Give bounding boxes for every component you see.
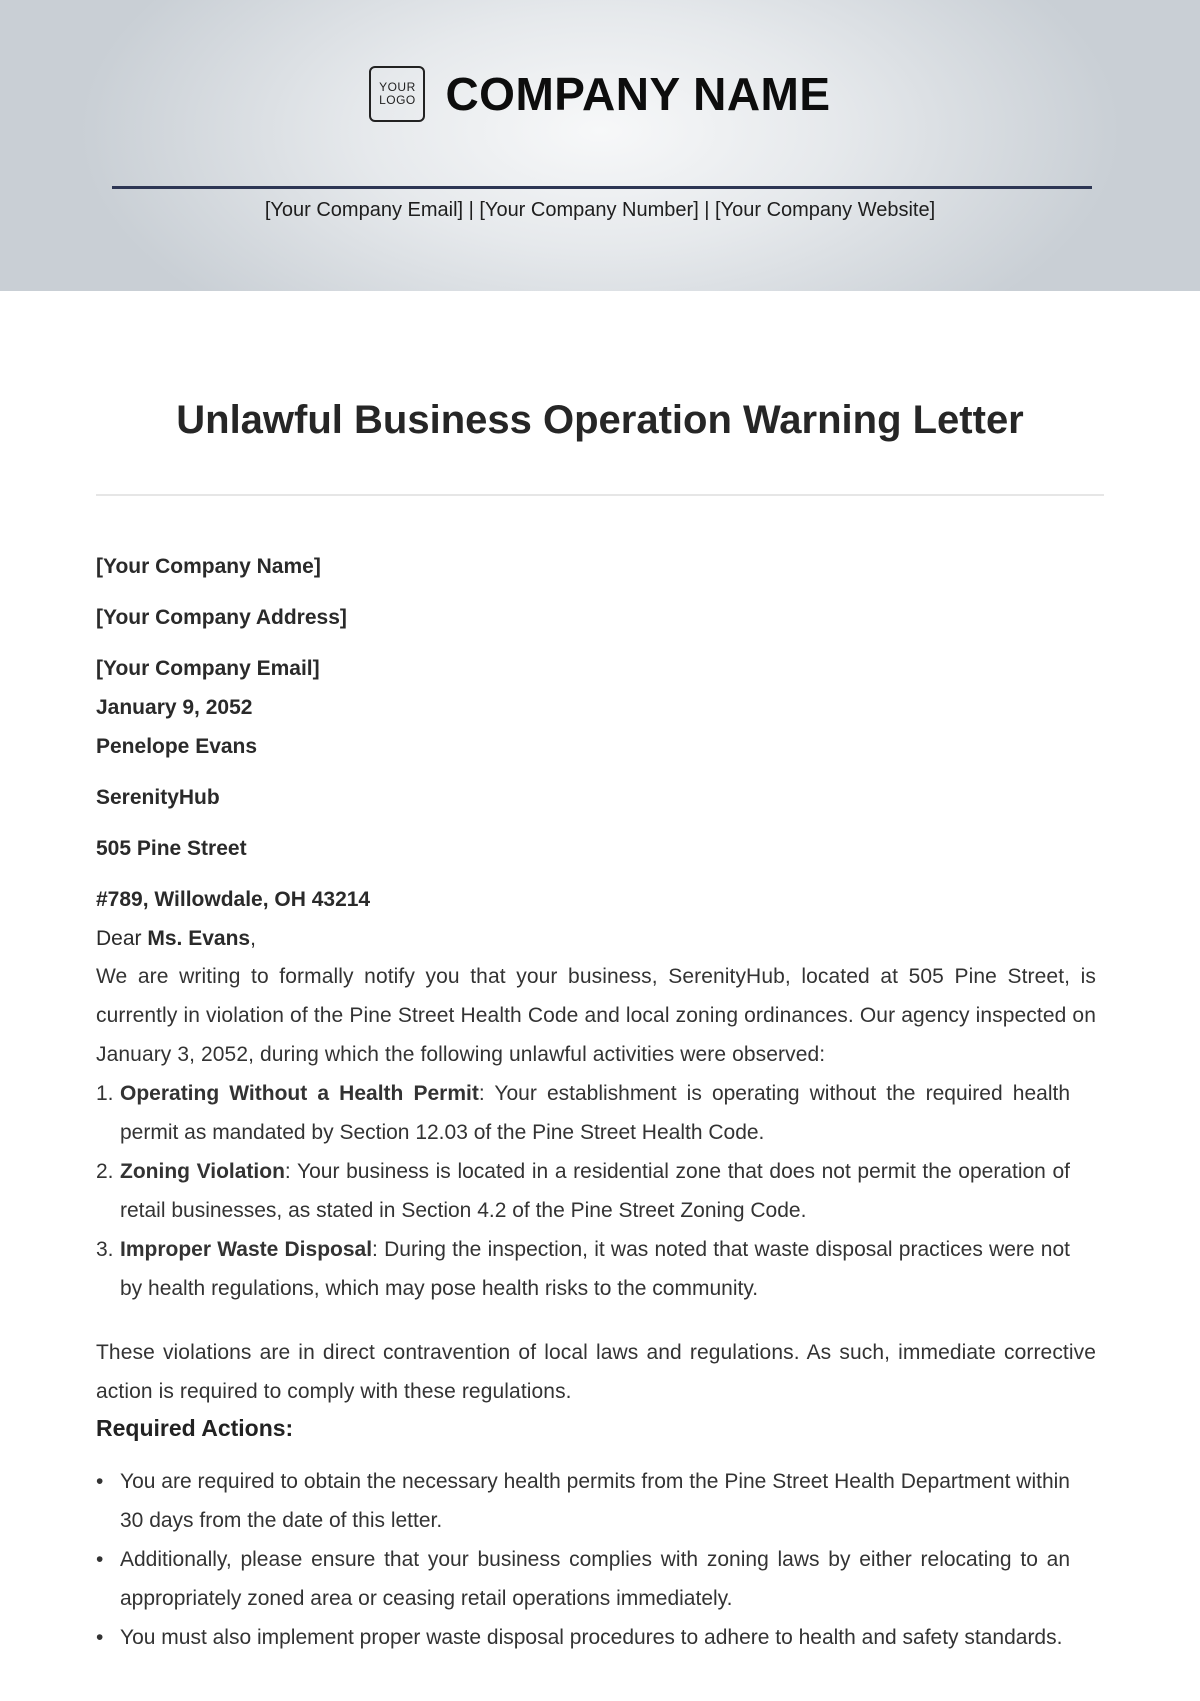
list-item — [96, 1462, 1070, 1540]
logo-placeholder — [369, 66, 425, 122]
company-name: COMPANY NAME — [445, 68, 831, 120]
violation-title: Improper Waste Disposal — [120, 1238, 373, 1261]
title-divider — [96, 494, 1104, 496]
action-text: Additionally, please ensure that your business complies with zoning laws by either relocating to an appropriately zoned area or ceasing retail operations immediately. — [120, 1548, 1070, 1610]
bullet-marker: • — [96, 1470, 104, 1493]
list-marker: 3. — [96, 1238, 114, 1261]
list-item — [96, 1230, 1070, 1308]
action-text: You must also implement proper waste disposal procedures to adhere to health and safety standards. — [120, 1626, 1063, 1649]
salutation-prefix: Dear — [96, 927, 148, 950]
violation-text: : During the inspection, it was noted that waste disposal practices were not by health regulations, which may pose health risks to the community. — [120, 1238, 1070, 1300]
required-actions-list — [96, 1462, 1096, 1657]
recipient-street: 505 Pine Street — [96, 837, 247, 860]
list-marker: 2. — [96, 1160, 114, 1183]
header-divider — [112, 186, 1092, 189]
recipient-name: Penelope Evans — [96, 735, 258, 758]
letterhead — [0, 0, 1200, 291]
sender-email: [Your Company Email] — [96, 657, 320, 680]
violation-text: : Your establishment is operating without the required health permit as mandated by Section 12.03 of the Pine Street Health Code. — [120, 1082, 1070, 1144]
salutation-suffix: , — [250, 927, 256, 950]
violations-summary: These violations are in direct contravention of local laws and regulations. As such, immediate corrective action is required to comply with these regulations. — [96, 1341, 1096, 1403]
list-item — [96, 1540, 1070, 1618]
violations-list — [96, 1074, 1096, 1308]
logo-text-line1: YOUR — [379, 80, 416, 94]
recipient-business: SerenityHub — [96, 786, 220, 809]
salutation-name: Ms. Evans — [147, 927, 251, 950]
violation-title: Zoning Violation — [120, 1160, 285, 1183]
brand — [0, 66, 1200, 122]
bullet-marker: • — [96, 1626, 104, 1649]
logo-text-line2: LOGO — [379, 93, 416, 107]
violation-text: : Your business is located in a residential zone that does not permit the operation of retail businesses, as stated in Section 4.2 of the Pine Street Zoning Code. — [120, 1160, 1071, 1222]
bullet-marker: • — [96, 1548, 104, 1571]
list-item — [96, 1618, 1070, 1657]
sender-name: [Your Company Name] — [96, 555, 321, 578]
salutation — [96, 927, 256, 951]
list-marker: 1. — [96, 1082, 114, 1105]
list-item — [96, 1152, 1070, 1230]
list-item — [96, 1074, 1070, 1152]
company-contact-line: [Your Company Email] | [Your Company Number] | [Your Company Website] — [264, 199, 936, 221]
document-title: Unlawful Business Operation Warning Letter — [176, 398, 1024, 442]
violation-title: Operating Without a Health Permit — [120, 1082, 479, 1105]
sender-address: [Your Company Address] — [96, 606, 347, 629]
letter-date: January 9, 2052 — [96, 696, 253, 719]
recipient-city: #789, Willowdale, OH 43214 — [96, 888, 371, 911]
required-actions-heading: Required Actions: — [96, 1415, 294, 1441]
action-text: You are required to obtain the necessary health permits from the Pine Street Health Department within 30 days from the date of this letter. — [120, 1470, 1070, 1532]
intro-paragraph: We are writing to formally notify you that your business, SerenityHub, located at 505 Pine Street, is currently in violation of the Pine Street Health Code and local zoning ordinances. Our agency inspected on January 3, 2052, during which the following unlawful activities were observed: — [96, 965, 1096, 1066]
